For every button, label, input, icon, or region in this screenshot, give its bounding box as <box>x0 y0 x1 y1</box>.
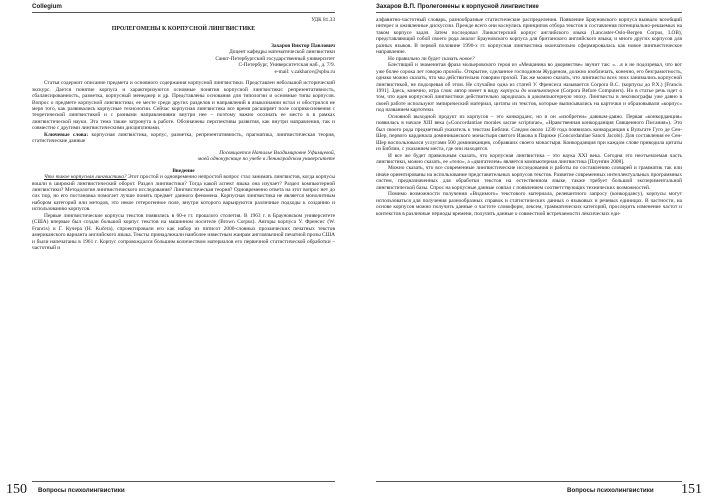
author-address: С-Петербург, Университетская наб., д. 7/9. <box>238 62 335 69</box>
running-header-right: Захаров В.П. Пролегомены к корпусной лингвистике <box>376 3 539 10</box>
page-number-right: 151 <box>681 482 702 497</box>
intro-paragraph-2: Первые лингвистические корпусы текстов появились в 60-е гг. прошлого столетия. В 1963 г. в Брауновском университете (США) впервые был создан большой корпус текстов на машинном носителе (Brown Corpus). Авторы корпуса У. Френсис (W. Francis) и Г. Кучера (H. Kučera), спроектировали его как набор из пятисот 2000-словных прозаических печатных текстов американского варианта английского языка. Тексты принадлежали наиболее известным жанрам англоязычной печатной прозы США и были напечатаны в 1961 г. Корпус сопровождался большим количеством материалов его первичной статистической обработки – частотный и <box>32 212 335 252</box>
left-page <box>0 0 354 501</box>
footer-journal-right: Вопросы психолингвистики <box>567 487 654 494</box>
intro-question: Что такое корпусная лингвистика? <box>44 174 127 181</box>
author-university: Санкт-Петербургский государственный университет <box>215 55 335 62</box>
right-page-body <box>376 17 682 217</box>
author-email: e-mail: v.zakharov@spbu.ru <box>274 68 335 75</box>
intro-heading: Введение <box>172 167 195 174</box>
right-paragraph-7: Помимо возможности получения «Видимого» текстового материала, релевантного запросу (конкордансу), корпусы могут использоваться для получения разнообразных справок и статистических данных о языковых и речевых единицах. В частности, на основе корпусов можно получить данные о частоте словоформ, лексем, грамматических категорий, проследить изменение частот и контекстов в различные периоды времени, получить данные о совместной встречаемости лексических еди- <box>376 191 682 217</box>
page-number-left: 150 <box>6 482 27 497</box>
keywords <box>32 132 335 145</box>
left-page-body <box>32 17 335 252</box>
dedication-line-1: Посвящается Наталье Владимировне Уфимцевой, <box>219 149 335 156</box>
article-title: ПРОЛЕГОМЕНЫ К КОРПУСНОЙ ЛИНГВИСТИКЕ <box>111 26 256 33</box>
right-question-italic: новое? <box>459 55 475 62</box>
header-rule-left <box>32 12 335 13</box>
right-p3-text: Блестящий и знаменитая фраза мольеровского героя из «Мещанина во дворянстве» звучит так: «…я и не подозревал, что вот уже более сорока лет говорю прозой». Открытие, сделанное господином Журденом, должно изобличать, конечно, его безграмотность, однако можно сказать, что мы действительно говорим прозой. Так же можно сказать, что лингвисты всех эпох занимались корпусной лингвистикой, не подозревая об этом. Не случайно одна из статей У. Френсиса называется Corpora B.C. (корпусы до Р.Х.) [Francis 1991]. Здесь, конечно, игра слов: автор имеет в виду <box>376 62 682 94</box>
right-paragraph-5: И все же будет правильным сказать, что корпусная лингвистика – это наука XXI века. Сегодня это неотъемлемая часть лингвистики, можно сказать, ее «тело», а «двигателем» является компьютерная лингвистика [Плунгян 2008]. <box>376 152 682 165</box>
right-paragraph-1: алфавитно-частотный словарь, разнообразные статистические распределения. Появление Брауновского корпуса вызвало всеобщий интерес и оживленные дискуссии. Прежде всего они коснулись принципов отбора текстов и составления потенциально-решаемых на таком корпусе задач. Затем последовал Ланкастерский корпус английского языка (Lancaster-Oslo-Bergen Corpus, LOB), представляющий собой своего рода аналог Брауновского корпуса для британского английского языка, и много других корпусов для разных языков. В первой половине 1990-х гг. корпусная лингвистика окончательно сформировалась как новое лингвистическое направление. <box>376 17 682 56</box>
right-paragraph-3 <box>376 62 682 114</box>
keywords-list: корпусная лингвистика, корпус, разметка, репрезентативность, прагматика, лингвистическая теория, статистические данные <box>32 131 335 145</box>
intro-paragraph-1 <box>32 174 335 213</box>
right-paragraph-6: Можно сказать, что все современные лингвистические исследования и работы по составлению словарей и грамматик так или иначе ориентированы на использование представительных корпусов текстов. Развитие современных интеллектуальных программных систем, предназначенных для обработки текстов на естественном языке, также требует большой экспериментальной лингвистической базы. Спрос на корпусные данные совпал с появлением соответствующих технических возможностей. <box>376 165 682 191</box>
intro-text-1: Этот простой и одновременно непростой вопрос стал занимать лингвистов, когда корпусы вошли в широкий лингвистический оборот. Раздел лингвистики? Тогда какой аспект языка она изучает? Раздел компьютерной лингвистики? Методология лингвистического исследования? Лингвистическая теория? Одновременно ответа на этот вопрос нет до сих пор, но его постановка помогает лучше понять предмет данного феномена. Корпусная лингвистика не является монолитным набором категорий или методов, это некое гетерогенное поле, внутри которого варьируются различные подходы к созданию и использованию корпусов. <box>32 174 335 213</box>
right-p3-end: (Corpora Before Computers). Но в статье речь идет о том, что идея корпусной лингвистики действительно зародилась в докомпьютерную эпоху. Лингвисты и лексикографы уже давно в своей работе используют эмпирический материал, цитаты из текстов, которые выписывались на карточки и образовывали «корпус» под названием картотеки. <box>376 87 682 114</box>
udk-code: УДК 81.33 <box>311 17 335 23</box>
right-question: Но правильно ли будет сказать <box>388 55 460 62</box>
footer-rule-right <box>376 481 682 482</box>
right-paragraph-4: Основной выходной продукт из корпусов – это конкорданс, но и он «изобретен» давным-давно. Первая «конкорданция» появилась в начале XIII века («Concordantiae morales sacrae scripturae», «Нравственная конкорданция Священного Писания»). Это был своего рода предметный указатель к текстам Библии. Следом около 1230 года появилась конкорданция к Вульгате Гуго де Сен-Шер, первого кардинала доминиканского монастыря святого Иакова в Париже (Concordantiae Sancti Jacobi). Для составления ее Сен-Шер воспользовался услугами 500 доминиканцев, собравших своего монастыря. Конкорданция при каждом слове приводила цитаты из Библии, с указанием места, где они находятся. <box>376 113 682 153</box>
footer-rule-left <box>32 481 335 482</box>
header-rule-right <box>376 12 682 13</box>
author-position: Доцент кафедры математической лингвистики <box>229 49 335 56</box>
abstract: Статья содержит описание предмета и основного содержания корпусной лингвистики. Представлен небольшой исторический экскурс. Дается понятие корпуса и характеризуются основные понятия корпусной лингвистики: репрезентативность, сбалансированность, разметка, корпусный менеджер и др. Представлены основания для типологии и основные типы корпусов. Вопрос о предмете корпусной лингвистики, ее месте среди других разделов и направлений в языкознании встал и обострился не меря того, как развивались корпусные технологии. Сейчас корпусная лингвистика все время расширяет поле соприкосновения с теоретической лингвистикой и с разными направлениями внутри нее – поэтому важно осознать ее место в в рамках лингвистической науки. Эта тема также затронута в работе. Обозначены перспективы развития, как внутри направления, так и совместно с другими лингвистическими дисциплинами. <box>32 80 335 132</box>
running-header-left: Collegium <box>32 3 62 10</box>
author-name: Захаров Виктор Павлович <box>271 42 335 49</box>
footer-journal-left: Вопросы психолингвистики <box>38 487 125 494</box>
keywords-label: Ключевые слова: <box>44 131 89 138</box>
right-page <box>355 0 709 501</box>
right-p3-italic: корпусы до компьютеров <box>500 87 560 94</box>
dedication-line-2: моей однокурснице по учебе в Ленинградском университете <box>197 156 335 163</box>
